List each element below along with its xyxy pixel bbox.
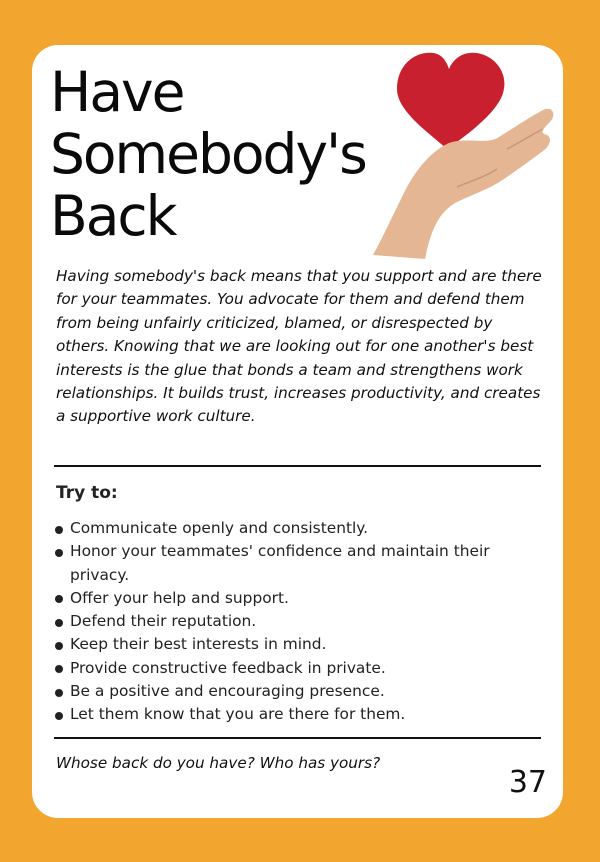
title-line: Back [50,184,176,248]
tips-list [54,517,544,727]
bullet-icon [55,642,63,650]
heart-in-hand-icon [357,49,557,259]
reflection-question: Whose back do you have? Who has yours? [56,754,381,772]
bullet-icon [55,619,63,627]
card-title [50,61,366,247]
tip-text: Communicate openly and consistently. [70,519,369,537]
list-item [54,633,544,656]
tip-text: Defend their reputation. [70,612,257,631]
try-heading: Try to: [56,483,118,503]
heart-icon [397,53,504,149]
tip-text: Keep their best interests in mind. [70,635,327,654]
tip-text: Provide constructive feedback in private. [70,658,386,677]
bullet-icon [55,712,63,720]
bullet-icon [55,526,63,534]
tip-text: Be a positive and encouraging presence. [70,682,385,701]
divider [54,737,541,739]
list-item [54,703,544,726]
intro-text: Having somebody's back means that you support and are there for your teammates. You advocate for them and defend them from being unfairly criticized, blamed, or disrespected by others. Knowing that we are looking out for one another's best interests is the glue that bonds a team and strengthens work relationships. It builds trust, increases productivity, and creates a supportive work culture. [56,267,542,426]
title-line: Have [50,60,184,124]
list-item [54,587,544,610]
bullet-icon [55,549,63,557]
card [32,45,563,818]
bullet-icon [55,665,63,673]
divider [54,465,541,467]
tip-text: Honor your teammates' confidence and maintain their privacy. [70,542,490,584]
tip-text: Offer your help and support. [70,588,289,607]
title-line: Somebody's [50,122,366,186]
list-item [54,680,544,703]
list-item [54,540,544,587]
list-item [54,657,544,680]
bullet-icon [55,689,63,697]
page-number: 37 [508,765,547,800]
tip-text: Let them know that you are there for them. [70,705,406,724]
list-item [54,517,544,540]
list-item [54,610,544,633]
bullet-icon [55,595,63,603]
